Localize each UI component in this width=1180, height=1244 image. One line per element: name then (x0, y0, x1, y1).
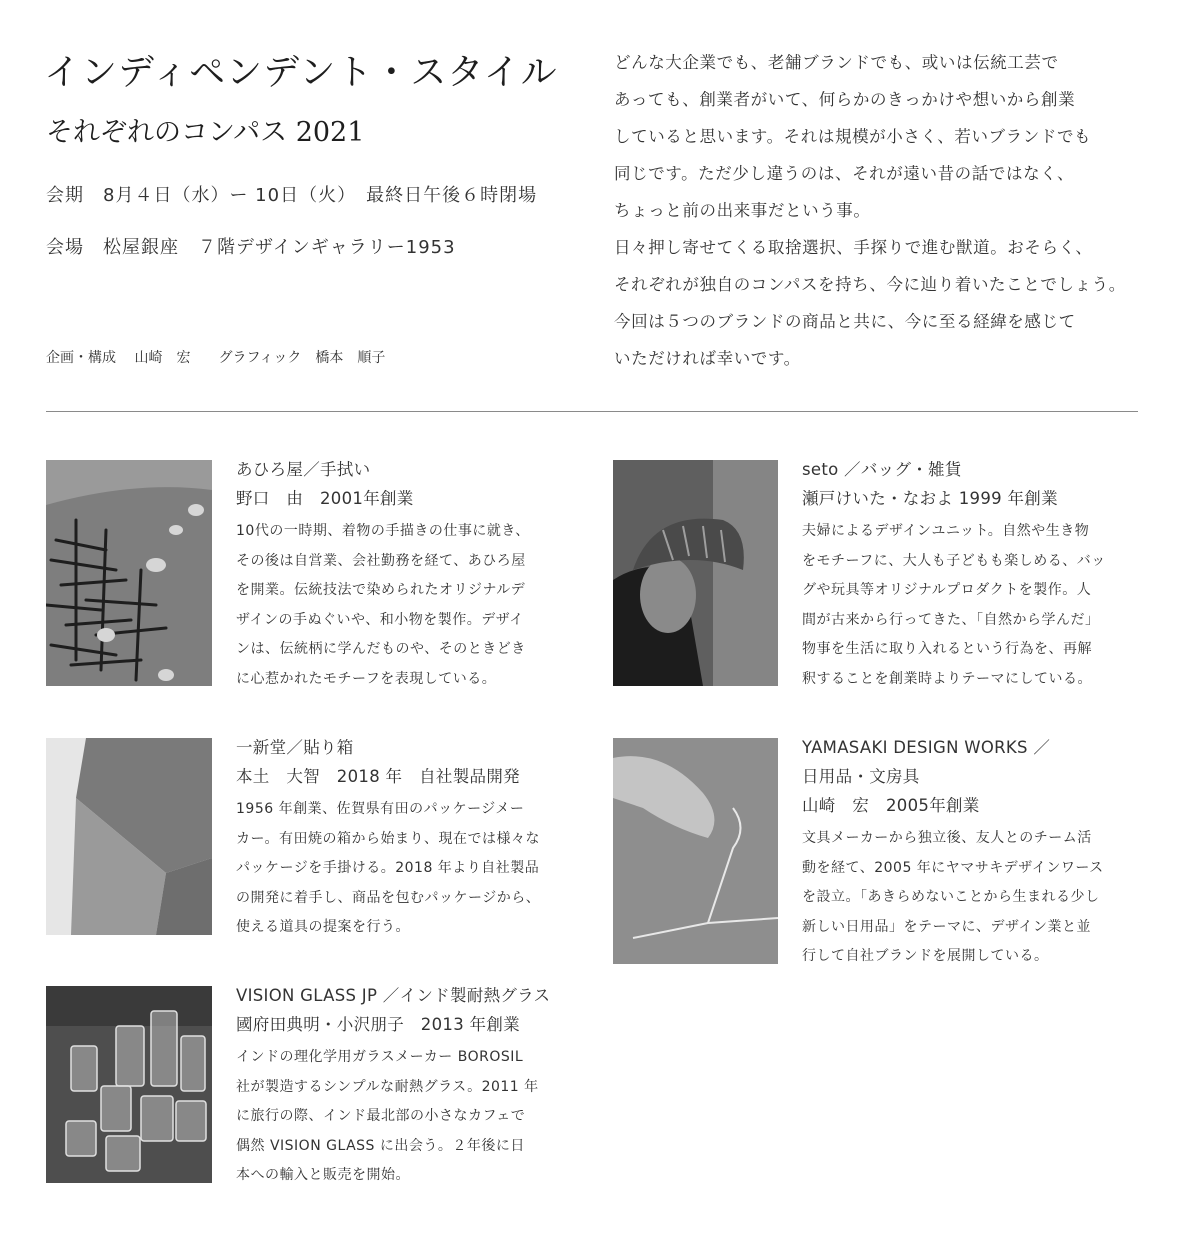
brand-description: 1956 年創業、佐賀県有田のパッケージメー カー。有田焼の箱から始まり、現在では様々な パッケージを手掛ける。2018 年より自社製品 の開発に着手し、商品を包むパッケージから、 使える道具の提案を行う。 (236, 801, 541, 935)
brand-founder: 本土 大智 2018 年 自社製品開発 (236, 767, 520, 786)
brand-visionglass (236, 981, 550, 1191)
paper-box-photo (46, 738, 212, 935)
brand-description: 文具メーカーから独立後、友人とのチーム活 動を経て、2005 年にヤマサキデザインワース を設立。「あきらめないことから生まれる少し 新しい日用品」をテーマに、デザイン業と並 行して自社ブランドを展開している。 (802, 830, 1104, 964)
brand-name: 一新堂／貼り箱 (236, 738, 354, 757)
brand-ahiroya (236, 455, 530, 694)
brand-name: VISION GLASS JP ／インド製耐熱グラス (236, 986, 551, 1005)
brand-isshindo (236, 733, 540, 943)
glassware-photo (46, 986, 212, 1183)
hanger-photo (613, 738, 778, 964)
exhibition-subtitle: それぞれのコンパス 2021 (46, 117, 365, 148)
brand-description: 夫婦によるデザインユニット。自然や生き物 をモチーフに、大人も子どもも楽しめる、バッ グや玩具等オリジナルプロダクトを製作。人 間が古来から行ってきた、「自然から学んだ」 物事を生活に取り入れるという行為を、再解 釈することを創業時よりテーマにしている。 (802, 523, 1106, 687)
brand-description: インドの理化学用ガラスメーカー BOROSIL 社が製造するシンプルな耐熱グラス。2011 年 に旅行の際、インド最北部の小さなカフェで 偶然 VISION GLASS に出会う。２年後に日 本への輸入と販売を開始。 (236, 1049, 539, 1183)
tenugui-photo (46, 460, 212, 686)
exhibition-credit: 企画・構成 山崎 宏 グラフィック 橋本 順子 (46, 350, 386, 366)
brand-name: YAMASAKI DESIGN WORKS ／ (802, 738, 1051, 757)
section-divider (46, 411, 1138, 412)
brand-founder: 瀬戸けいた・なおよ 1999 年創業 (802, 489, 1058, 508)
brand-name: seto ／バッグ・雑貨 (802, 460, 962, 479)
exhibition-venue: 会場 松屋銀座 ７階デザインギャラリー1953 (46, 237, 456, 258)
brand-name: あひろ屋／手拭い (236, 460, 371, 479)
brand-seto (802, 455, 1106, 694)
exhibition-title: インディペンデント・スタイル (44, 52, 558, 93)
brand-description: 10代の一時期、着物の手描きの仕事に就き、 その後は自営業、会社勤務を経て、あひろ屋 を開業。伝統技法で染められたオリジナルデ ザインの手ぬぐいや、和小物を製作。デザイ ンは、伝統柄に学んだものや、そのときどき に心惹かれたモチーフを表現している。 (236, 523, 530, 687)
brand-founder: 國府田典明・小沢朋子 2013 年創業 (236, 1015, 520, 1034)
brand-category: 日用品・文房具 (802, 767, 920, 786)
seto-photo (613, 460, 778, 686)
brand-founder: 野口 由 2001年創業 (236, 489, 414, 508)
brand-founder: 山崎 宏 2005年創業 (802, 796, 980, 815)
exhibition-period: 会期 8月４日（水）ー 10日（火） 最終日午後６時閉場 (46, 185, 538, 206)
intro-text: どんな大企業でも、老舗ブランドでも、或いは伝統工芸で あっても、創業者がいて、何らかのきっかけや想いから創業 していると思います。それは規模が小さく、若いブランドでも 同じです。ただ少し違うのは、それが遠い昔の話ではなく、 ちょっと前の出来事だという事。 日々押し寄せてくる取捨選択、手探りで進む獣道。おそらく、 それぞれが独自のコンパスを持ち、今に辿り着いたことでしょう。 今回は５つのブランドの商品と共に、今に至る経緯を感じて いただければ幸いです。 (614, 53, 1126, 368)
brand-yamasaki (802, 733, 1104, 972)
